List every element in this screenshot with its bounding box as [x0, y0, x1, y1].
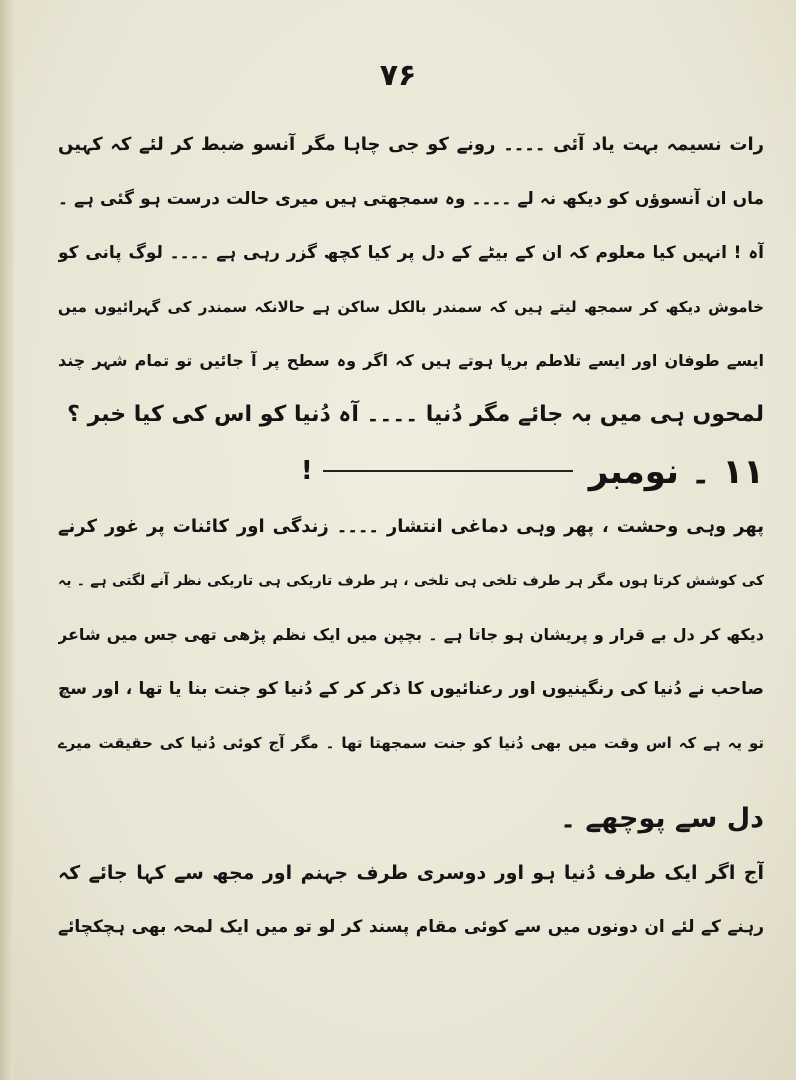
page-number: ۷۶ — [379, 58, 417, 93]
text-line: دل سے پوچھے ۔ — [560, 803, 764, 834]
date-heading: ۱۱ ۔ نومبر — [588, 451, 764, 492]
text-line: لمحوں ہی میں بہ جائے مگر دُنیا ۔۔۔۔ آہ دُنیا کو اس کی کیا خبر ؟ — [67, 402, 764, 427]
text-line: رہنے کے لئے ان دونوں میں سے کوئی مقام پسند کر لو تو میں ایک لمحہ بھی ہچکچائے — [58, 917, 764, 937]
line-gap — [58, 770, 764, 792]
text-line: رات نسیمہ بہت یاد آئی ۔۔۔۔ رونے کو جی چاہا مگر آنسو ضبط کر لئے کہ کہیں — [58, 134, 764, 155]
text-line: ایسے طوفان اور ایسے تلاطم برپا ہوتے ہیں کہ اگر وہ سطح پر آ جائیں تو تمام شہر چند — [58, 351, 764, 370]
heading-rule — [323, 470, 573, 472]
page-text — [58, 118, 764, 954]
text-line: آہ ! انہیں کیا معلوم کہ ان کے بیٹے کے دل پر کیا کچھ گزر رہی ہے ۔۔۔۔ لوگ پانی کو — [58, 243, 764, 263]
text-line: خاموش دیکھ کر سمجھ لیتے ہیں کہ سمندر بالکل ساکن ہے حالانکہ سمندر کی گہرائیوں میں — [58, 298, 764, 316]
text-line: دیکھ کر دل بے قرار و پریشان ہو جاتا ہے ۔ بچپن میں ایک نظم پڑھی تھی جس میں شاعر — [58, 625, 764, 644]
text-line: تو یہ ہے کہ اس وقت میں بھی دُنیا کو جنت سمجھتا تھا ۔ مگر آج کوئی دُنیا کی حقیقت میرے — [58, 734, 764, 752]
page-binding-edge — [0, 0, 14, 1080]
text-line: پھر وہی وحشت ، پھر وہی دماغی انتشار ۔۔۔۔ زندگی اور کائنات پر غور کرنے — [58, 516, 764, 537]
date-heading-row — [58, 442, 764, 500]
text-line: کی کوشش کرتا ہوں مگر ہر طرف تلخی ہی تلخی ، ہر طرف تاریکی ہی تاریکی نظر آنے لگتی ہے ۔ یہ — [58, 573, 764, 589]
text-line: صاحب نے دُنیا کی رنگینیوں اور رعنائیوں کا ذکر کر کے دُنیا کو جنت بنا یا تھا ، اور سچ — [58, 679, 764, 699]
text-line: آج اگر ایک طرف دُنیا ہو اور دوسری طرف جہنم اور مجھ سے کہا جائے کہ — [58, 862, 764, 884]
text-line: ماں ان آنسوؤں کو دیکھ نہ لے ۔۔۔۔ وہ سمجھتی ہیں میری حالت درست ہو گئی ہے ۔ — [58, 189, 764, 209]
heading-exclamation: ! — [300, 456, 313, 486]
